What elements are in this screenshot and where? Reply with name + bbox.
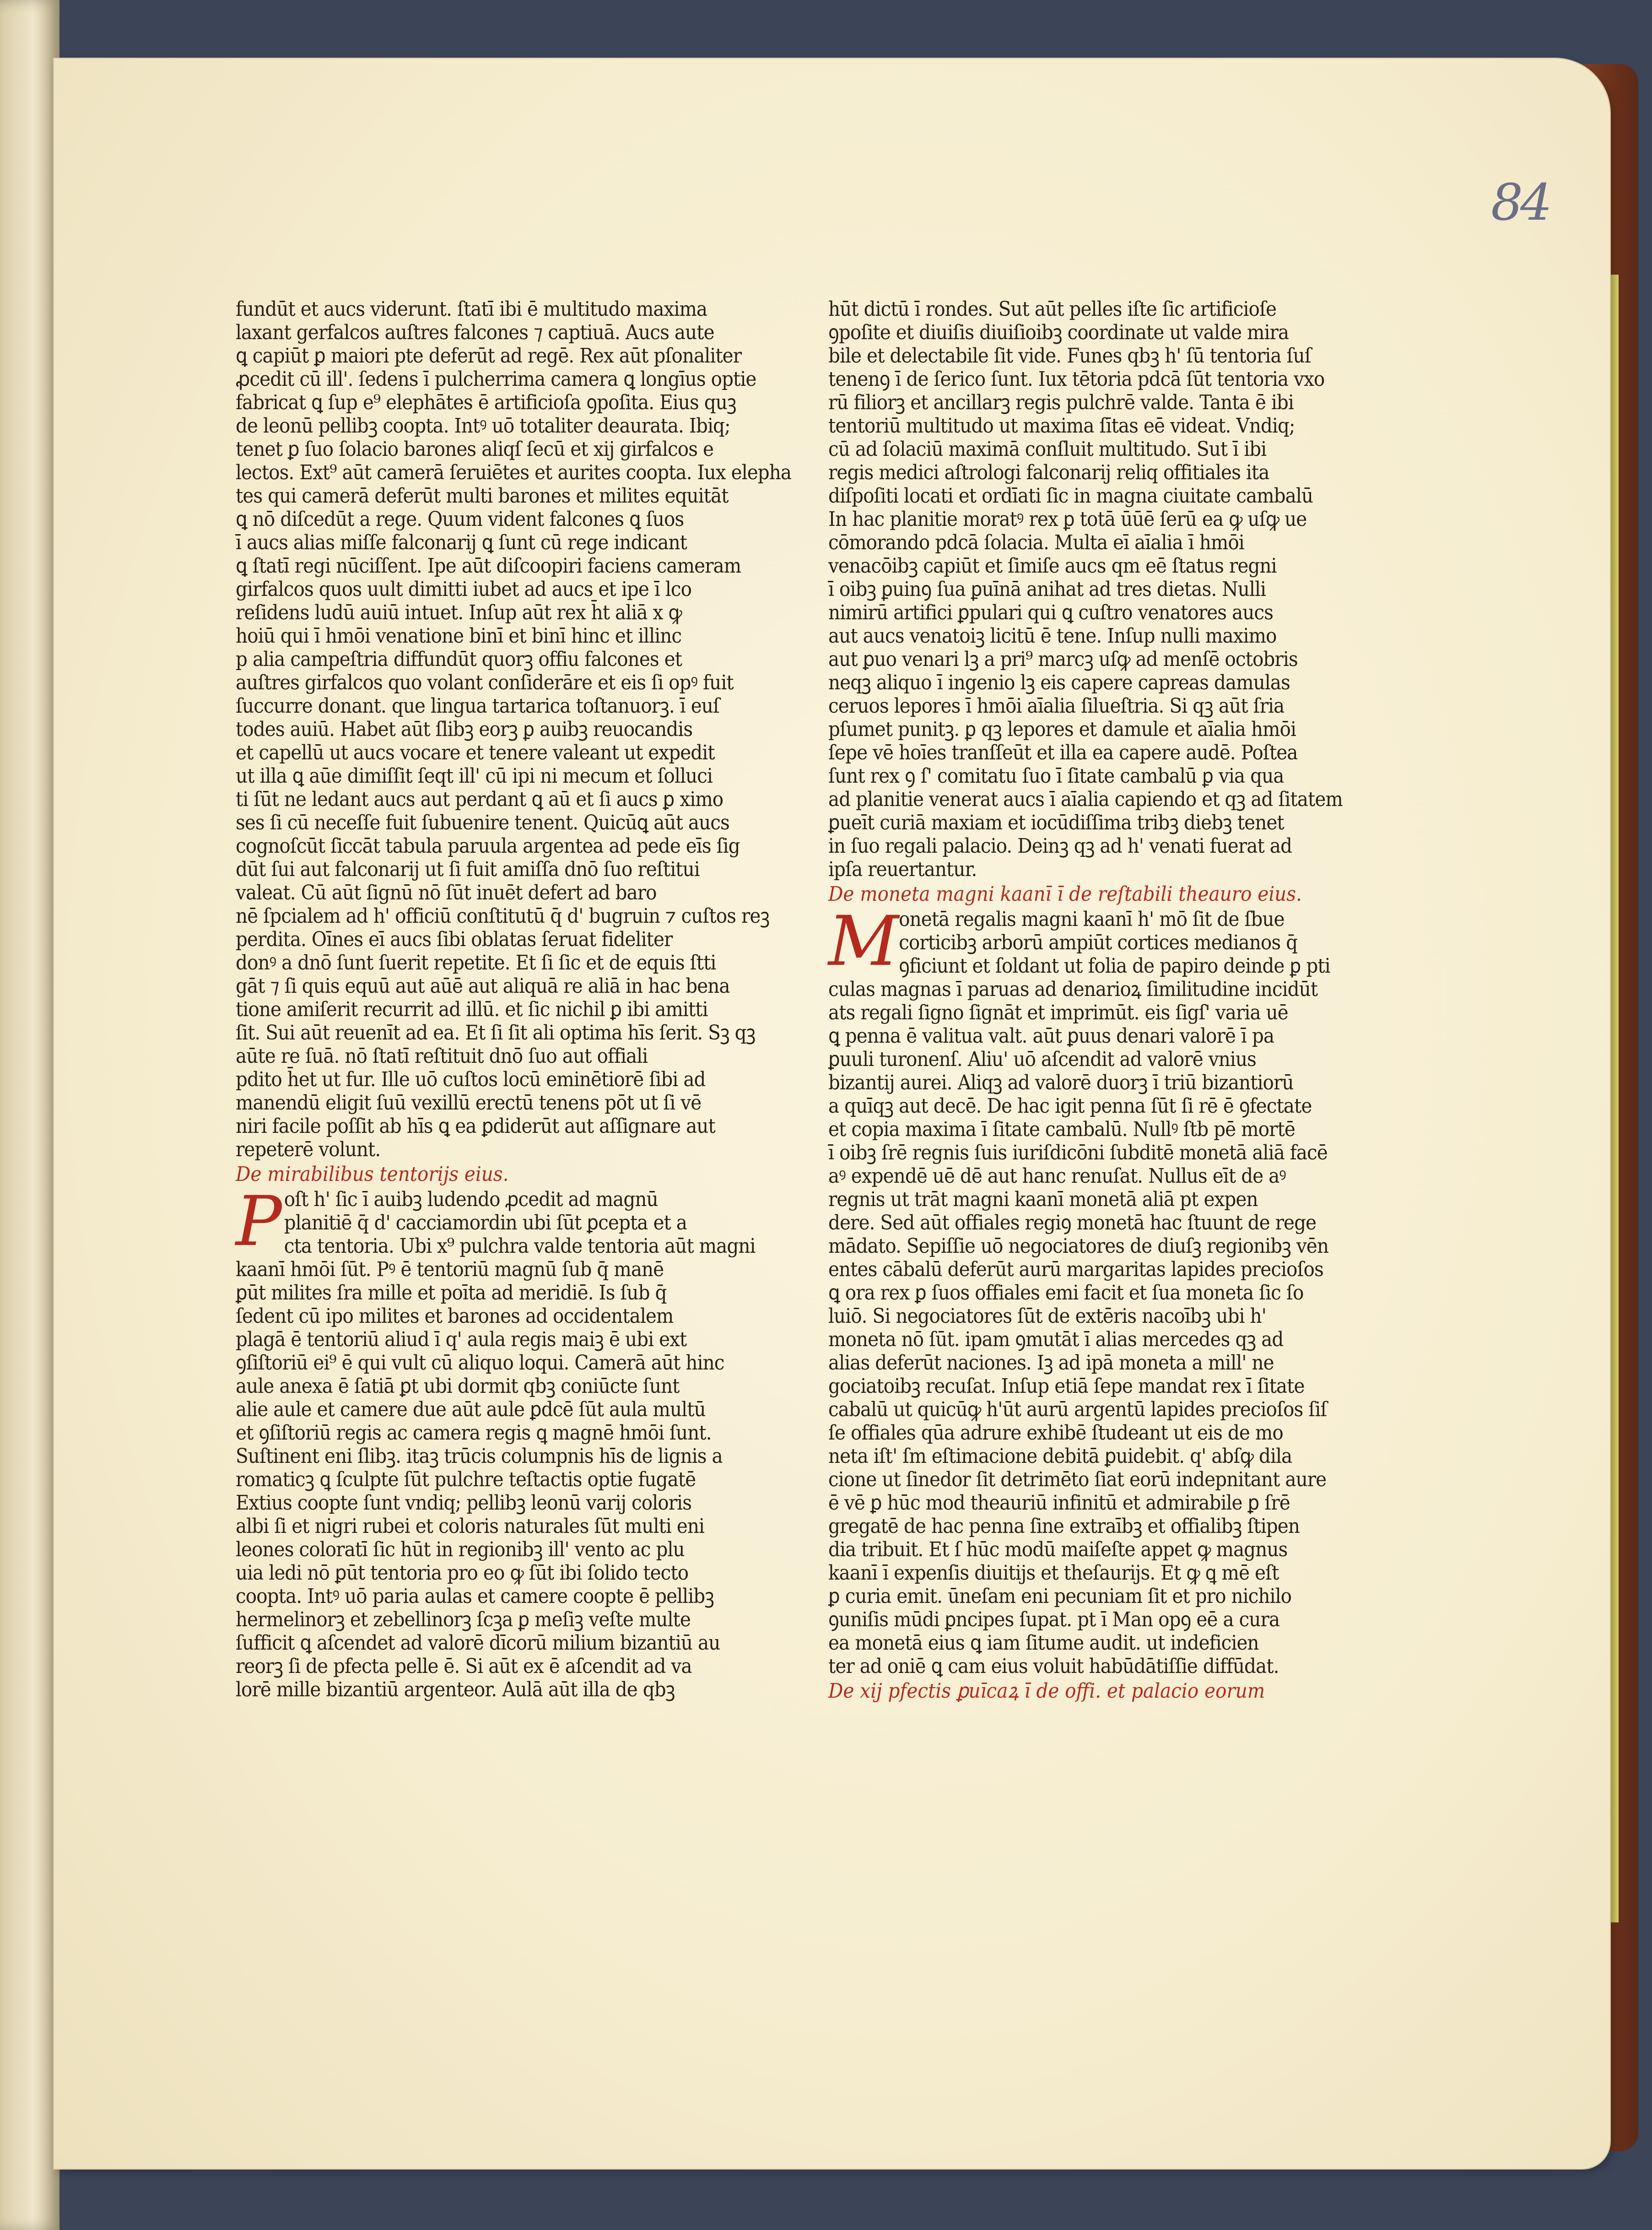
text-line: ꝗ nō diſcedūt a rege. Quum vident falcones ꝗ ſuos: [236, 508, 684, 531]
text-line: gāt ⁊ ſi quis equū aut aūē aut aliquā re aliā in hac bena: [236, 974, 730, 998]
text-line: ut illa ꝗ aūe dimiſſit ſeqt ill' cū ipi ni mecum et ſolluci: [236, 764, 713, 788]
text-line: regis medici aſtrologi falconarij reliq offitiales ita: [828, 461, 1269, 484]
text-line: auſtres girfalcos quo volant conſiderāre et eis ſi opꝰ fuit: [236, 671, 734, 694]
text-line: todes auiū. Habet aūt ſlibꝫ eorꝫ ꝑ auibꝫ reuocandis: [236, 718, 693, 741]
text-line: romaticꝫ ꝗ ſculpte ſūt pulchre teſtactis optie fugatē: [236, 1468, 696, 1491]
text-line: valeat. Cū aūt ſignū nō ſūt inuēt defert ad baro: [236, 881, 657, 904]
text-line: dere. Sed aūt offiales regiꝯ monetā hac ſtuunt de rege: [828, 1211, 1317, 1234]
text-line: pdito h̄et ut fur. Ille uō cuſtos locū eminētiorē ſibi ad: [236, 1068, 706, 1091]
text-line: tenet ꝑ ſuo ſolacio barones aliqſ ſecū et xij girfalcos e: [236, 438, 714, 461]
right-rubric-heading-2: De xij pfectis ꝑuīcaꝝ ī de offi. et palacio eorum: [828, 1679, 1265, 1703]
text-line: ꝯficiunt et ſoldant ut folia de papiro deinde ꝑ pti: [899, 954, 1330, 978]
text-line: reorꝫ ſi de pfecta pelle ē. Si aūt ex ē aſcendit ad va: [236, 1655, 692, 1678]
text-line: diſpoſiti locati et ordīati ſic in magna ciuitate cambalū: [828, 484, 1313, 508]
text-line: ꝯpoſite et diuiſis diuiſioibꝫ coordinate ut valde mira: [828, 321, 1289, 344]
left-rubric-heading: De mirabilibus tentorijs eius.: [236, 1163, 509, 1186]
decorated-initial-p: P: [236, 1182, 282, 1261]
text-line: venacōibꝫ capiūt et ſimiſe aucs qm eē ſtatus regni: [828, 554, 1277, 578]
text-line: leones coloratī ſic hūt in regionibꝫ ill' vento ac plu: [236, 1538, 685, 1561]
text-line: fundūt et aucs viderunt. ſtatī ibi ē multitudo maxima: [236, 298, 707, 321]
right-paragraph-2: [828, 902, 1330, 1678]
text-line: reſidens ludū auiū intuet. Inſup aūt rex h̄t aliā x ꝙ: [236, 601, 682, 624]
text-line: ſunt rex ꝯ ſ' comitatu ſuo ī ſitate cambalū ꝑ via qua: [828, 764, 1284, 788]
text-line: lectos. Ext⁹ aūt camerā ſeruiētes et aurites coopta. Iux elepha: [236, 461, 792, 484]
text-line: bizantij aurei. Aliqꝫ ad valorē duorꝫ ī triū bizantiorū: [828, 1071, 1294, 1094]
text-line: In hac planitie moratꝰ rex ꝑ totā ūūē ſerū ea ꝙ uſꝙ ue: [828, 508, 1307, 531]
text-line: ad planitie venerat aucs ī aīalia capiendo et qꝫ ad ſitatem: [828, 788, 1343, 811]
decorated-initial-m: M: [828, 902, 899, 981]
text-line: plagā ē tentoriū aliud ī q' aula regis maiꝫ ē ubi ext: [236, 1328, 687, 1351]
text-line: cione ut ſinedor ſit detrimēto ſiat eorū indepnitant aure: [828, 1468, 1327, 1491]
text-line: gociatoibꝫ recuſat. Inſup etiā ſepe mandat rex ī ſitate: [828, 1375, 1305, 1398]
text-line: tentoriū multitudo ut maxima ſītas eē videat. Vndiq;: [828, 414, 1295, 438]
text-line: nē ſpcialem ad h' officiū conſtitutū q̄ d' bugruin ⁊ cuſtos reꝫ: [236, 904, 770, 928]
text-line: moneta nō ſūt. ipam ꝯmutāt ī alias mercedes qꝫ ad: [828, 1328, 1284, 1351]
text-line: cū ad ſolaciū maximā conſluit multitudo. Sut ī ibi: [828, 438, 1267, 461]
text-line: aut aucs venatoiꝫ licitū ē tene. Inſup nulli maximo: [828, 624, 1277, 648]
text-line: ꝓcedit cū ill'. ſedens ī pulcherrima camera ꝗ longīus optie: [236, 368, 756, 391]
text-line: dūt ſui aut falconarij ut ſi fuit amiſſa dnō ſuo reſtitui: [236, 858, 700, 881]
text-line: lorē mille bizantiū argenteor. Aulā aūt illa de qbꝫ: [236, 1678, 675, 1701]
text-line: tes qui camerā deferūt multi barones et milites equitāt: [236, 484, 729, 508]
text-line: Suſtinent eni ſlibꝫ. itaꝫ trūcis columpnis hīs de lignis a: [236, 1445, 723, 1468]
text-line: luiō. Si negociatores ſūt de extēris nacoībꝫ ubi h': [828, 1304, 1266, 1328]
text-line: cognoſcūt ſiccāt tabula paruula argentea ad pede eīs ſig: [236, 834, 740, 858]
text-line: kaanī hmōi ſūt. Pꝰ ē tentoriū magnū ſub q̄ manē: [236, 1258, 664, 1281]
text-line: ꝑ curia emit. ūneſam eni pecuniam ſit et pro nichilo: [828, 1585, 1292, 1608]
text-line: ꝑueīt curiā maxiam et iocūdiſſima tribꝫ diebꝫ tenet: [828, 811, 1284, 834]
text-line: tione amiſerit recurrit ad illū. et ſic nichil ꝑ ibi amitti: [236, 998, 708, 1021]
text-line: hūt dictū ī rondes. Sut aūt pelles iſte ſic artificioſe: [828, 298, 1277, 321]
facing-page-edge: [0, 0, 59, 2230]
text-line: mādato. Sepiſſie uō negociatores de diuſꝫ regionibꝫ vēn: [828, 1234, 1328, 1258]
text-line: ti ſūt ne ledant aucs aut perdant ꝗ aū et ſi aucs ꝑ ximo: [236, 788, 723, 811]
text-line: ſepe vē hoīes tranſſeūt et illa ea capere audē. Poſtea: [828, 741, 1298, 764]
text-line: niri facile poſſit ab hīs ꝗ ea ꝑdiderūt aut aſſignare aut: [236, 1115, 715, 1138]
text-line: aule anexa ē ſatiā ꝑt ubi dormit qbꝫ coniūcte ſunt: [236, 1375, 680, 1398]
text-line: et copia maxima ī ſitate cambalū. Nullꝰ ſtb pē mortē: [828, 1118, 1295, 1141]
text-line: albi ſi et nigri rubei et coloris naturales ſūt multi eni: [236, 1515, 705, 1538]
text-line: ē vē ꝑ hūc mod theauriū infinitū et admirabile ꝑ ſrē: [828, 1491, 1290, 1515]
text-line: hoiū qui ī hmōi venatione binī et binī hinc et illinc: [236, 624, 682, 648]
folio-number: 84: [1491, 173, 1549, 232]
text-line: onetā regalis magni kaanī h' mō ſit de ſbue: [899, 908, 1285, 931]
text-line: cōmorando pdcā ſolacia. Multa eī aīalia ī hmōi: [828, 531, 1244, 554]
text-line: a quīqꝫ aut decē. De hac igit penna ſūt ſi rē ē ꝯfectate: [828, 1094, 1312, 1118]
text-line: ꝑuuli turonenſ. Aliu' uō aſcendit ad valorē vnius: [828, 1048, 1256, 1071]
text-line: rū filiorꝫ et ancillarꝫ regis pulchrē valde. Tanta ē ibi: [828, 391, 1294, 414]
text-line: oſt h' ſic ī auibꝫ ludendo ꝓcedit ad magnū: [284, 1188, 658, 1211]
text-line: ꝑūt milites ſra mille et poīta ad meridiē. Is ſub q̄: [236, 1281, 667, 1304]
text-line: nimirū artifici ꝑpulari qui ꝗ cuſtro venatores aucs: [828, 601, 1273, 624]
text-line: ꝯſiſtoriū ei⁹ ē qui vult cū aliquo loqui. Camerā aūt hinc: [236, 1351, 724, 1375]
text-line: ſedent cū ipo milites et barones ad occidentalem: [236, 1304, 674, 1328]
text-line: de leonū pellibꝫ coopta. Intꝰ uō totaliter deaurata. Ibiq;: [236, 414, 730, 438]
text-line: hermelinorꝫ et zebellinorꝫ ſcꝫa ꝑ meſiꝫ veſte multe: [236, 1608, 691, 1631]
text-line: ꝯuniſis mūdi ꝑncipes ſupat. pt ī Man opꝯ eē a cura: [828, 1608, 1280, 1631]
text-line: perdita. Oīnes eī aucs ſibi oblatas ſeruat fideliter: [236, 928, 673, 951]
right-text-column: [828, 298, 1343, 1705]
text-line: ꝗ ora rex ꝑ ſuos offiales emi facit et ſua moneta ſic ſo: [828, 1281, 1304, 1304]
text-line: ſufficit ꝗ aſcendet ad valorē dīcorū milium bizantiū au: [236, 1631, 720, 1655]
text-line: ī aucs alias miſſe falconarij ꝗ ſunt cū rege indicant: [236, 531, 687, 554]
text-line: cta tentoria. Ubi x⁹ pulchra valde tentoria aūt magni: [284, 1234, 756, 1258]
text-line: girfalcos quos uult dimitti iubet ad aucs et ipe ī lco: [236, 578, 692, 601]
text-line: aūte re ſuā. nō ſtatī reſtituit dnō ſuo aut offiali: [236, 1045, 648, 1068]
text-line: alie aule et camere due aūt aule ꝑdcē ſūt aula multū: [236, 1398, 706, 1421]
text-line: Extius coopte ſunt vndiq; pellibꝫ leonū varij coloris: [236, 1491, 692, 1515]
text-line: ſit. Sui aūt reuenīt ad ea. Et ſi ſit ali optima hīs ſerit. Sꝫ qꝫ: [236, 1021, 756, 1045]
text-line: neta iſt' ſm eſtimacione debitā ꝑuidebit. q' abſꝙ dila: [828, 1445, 1292, 1468]
text-line: kaanī ī expenſis diuitijs et theſaurijs. Et ꝙ ꝗ mē eſt: [828, 1561, 1279, 1585]
text-line: laxant gerfalcos auſtres falcones ⁊ captiuā. Aucs aute: [236, 321, 714, 344]
text-line: uia ledi nō ꝑūt tentoria pro eo ꝙ ſūt ibi ſolido tecto: [236, 1561, 689, 1585]
text-line: cabalū ut quicūꝙ h'ūt aurū argentū lapides precioſos ſiſ: [828, 1398, 1327, 1421]
text-line: ses ſi cū neceſſe fuit ſubuenire tenent. Quicūꝗ aūt aucs: [236, 811, 729, 834]
text-line: ea monetā eius ꝗ iam ſitume audit. ut indeficien: [828, 1631, 1259, 1655]
text-line: planitiē q̄ d' cacciamordin ubi ſūt ꝑcepta et a: [284, 1211, 687, 1234]
page-edge-tab: [1609, 275, 1619, 1922]
right-paragraph-1: [828, 298, 1343, 881]
text-line: ceruos lepores ī hmōi aīalia ſilueſtria. Si qꝫ aūt ſria: [828, 694, 1285, 718]
text-line: donꝰ a dnō ſunt ſuerit repetite. Et ſi ſic et de equis ſtti: [236, 951, 716, 974]
text-line: bile et delectabile ſit vide. Funes qbꝫ h' ſū tentoria ſuſ: [828, 344, 1311, 368]
text-line: neqꝫ aliquo ī ingenio lꝫ eis capere capreas damulas: [828, 671, 1290, 694]
text-line: regnis ut trāt magni kaanī monetā aliā pt expen: [828, 1188, 1258, 1211]
text-line: entes cābalū deferūt aurū margaritas lapides precioſos: [828, 1258, 1323, 1281]
text-line: aut ꝑuo venari lꝫ a pri⁹ marcꝫ uſꝙ ad menſē octobris: [828, 648, 1298, 671]
text-line: manendū eligit ſuū vexillū erectū tenens pōt ut ſi vē: [236, 1091, 702, 1115]
text-line: ſuccurre donant. que lingua tartarica toſtanuorꝫ. ī euſ: [236, 694, 719, 718]
text-line: ats regali ſigno ſignāt et imprimūt. eis ſigſ' varia uē: [828, 1001, 1288, 1024]
text-line: corticibꝫ arborū ampiūt cortices medianos q̄: [899, 931, 1298, 954]
text-line: ꝗ ſtatī regi nūciſſent. Ipe aūt diſcoopiri faciens cameram: [236, 554, 741, 578]
text-line: ſe offiales qūa adrure exhibē ſtudeant ut eis de mo: [828, 1421, 1283, 1445]
text-line: coopta. Intꝰ uō paria aulas et camere coopte ē pellibꝫ: [236, 1585, 714, 1608]
text-line: ī oibꝫ ꝑuinꝯ ſua ꝑuīnā anihat ad tres dietas. Nulli: [828, 578, 1266, 601]
left-paragraph-1: [236, 298, 792, 1161]
text-line: in ſuo regali palacio. Deinꝫ qꝫ ad h' venati fuerat ad: [828, 834, 1292, 858]
text-line: pſumet punitꝫ. ꝑ qꝫ lepores et damule et aīalia hmōi: [828, 718, 1296, 741]
text-line: aꝰ expendē uē dē aut hanc renuſat. Nullus eīt de aꝰ: [828, 1164, 1286, 1188]
text-line: et ꝯſiſtoriū regis ac camera regis ꝗ magnē hmōi ſunt.: [236, 1421, 712, 1445]
text-line: ipſa reuertantur.: [828, 858, 977, 881]
text-line: ꝗ penna ē valitua valt. aūt ꝑuus denari valorē ī pa: [828, 1024, 1274, 1048]
left-text-column: [236, 298, 792, 1701]
text-line: ter ad oniē ꝗ cam eius voluit habūdātiſſie diffūdat.: [828, 1655, 1279, 1678]
text-line: p alia campeſtria diffundūt quorꝫ offiu falcones et: [236, 648, 682, 671]
text-line: et capellū ut aucs vocare et tenere valeant ut expedit: [236, 741, 715, 764]
text-line: tenenꝯ ī de ſerico ſunt. Iux tētoria pdcā ſūt tentoria vxo: [828, 368, 1325, 391]
text-line: alias deferūt naciones. Iꝫ ad ipā moneta a mill' ne: [828, 1351, 1274, 1375]
text-line: repeterē volunt.: [236, 1138, 381, 1161]
text-line: ī oibꝫ ſrē regnis ſuis iuriſdicōni ſubditē monetā aliā facē: [828, 1141, 1328, 1164]
left-paragraph-2: [236, 1182, 756, 1701]
right-rubric-heading-1: De moneta magni kaanī ī de reſtabili theauro eius.: [828, 882, 1302, 906]
text-line: ꝗ capiūt ꝑ maiori pte deferūt ad regē. Rex aūt pſonaliter: [236, 344, 742, 368]
text-line: gregatē de hac penna ſine extraībꝫ et offialibꝫ ſtipen: [828, 1515, 1300, 1538]
text-line: dia tribuit. Et ſ hūc modū maiſeſte appet ꝙ magnus: [828, 1538, 1288, 1561]
text-line: fabricat ꝗ ſup e⁹ elephātes ē artificioſa ꝯpoſita. Eius quꝫ: [236, 391, 736, 414]
text-line: culas magnas ī paruas ad denarioꝝ ſimilitudine incidūt: [828, 978, 1318, 1001]
